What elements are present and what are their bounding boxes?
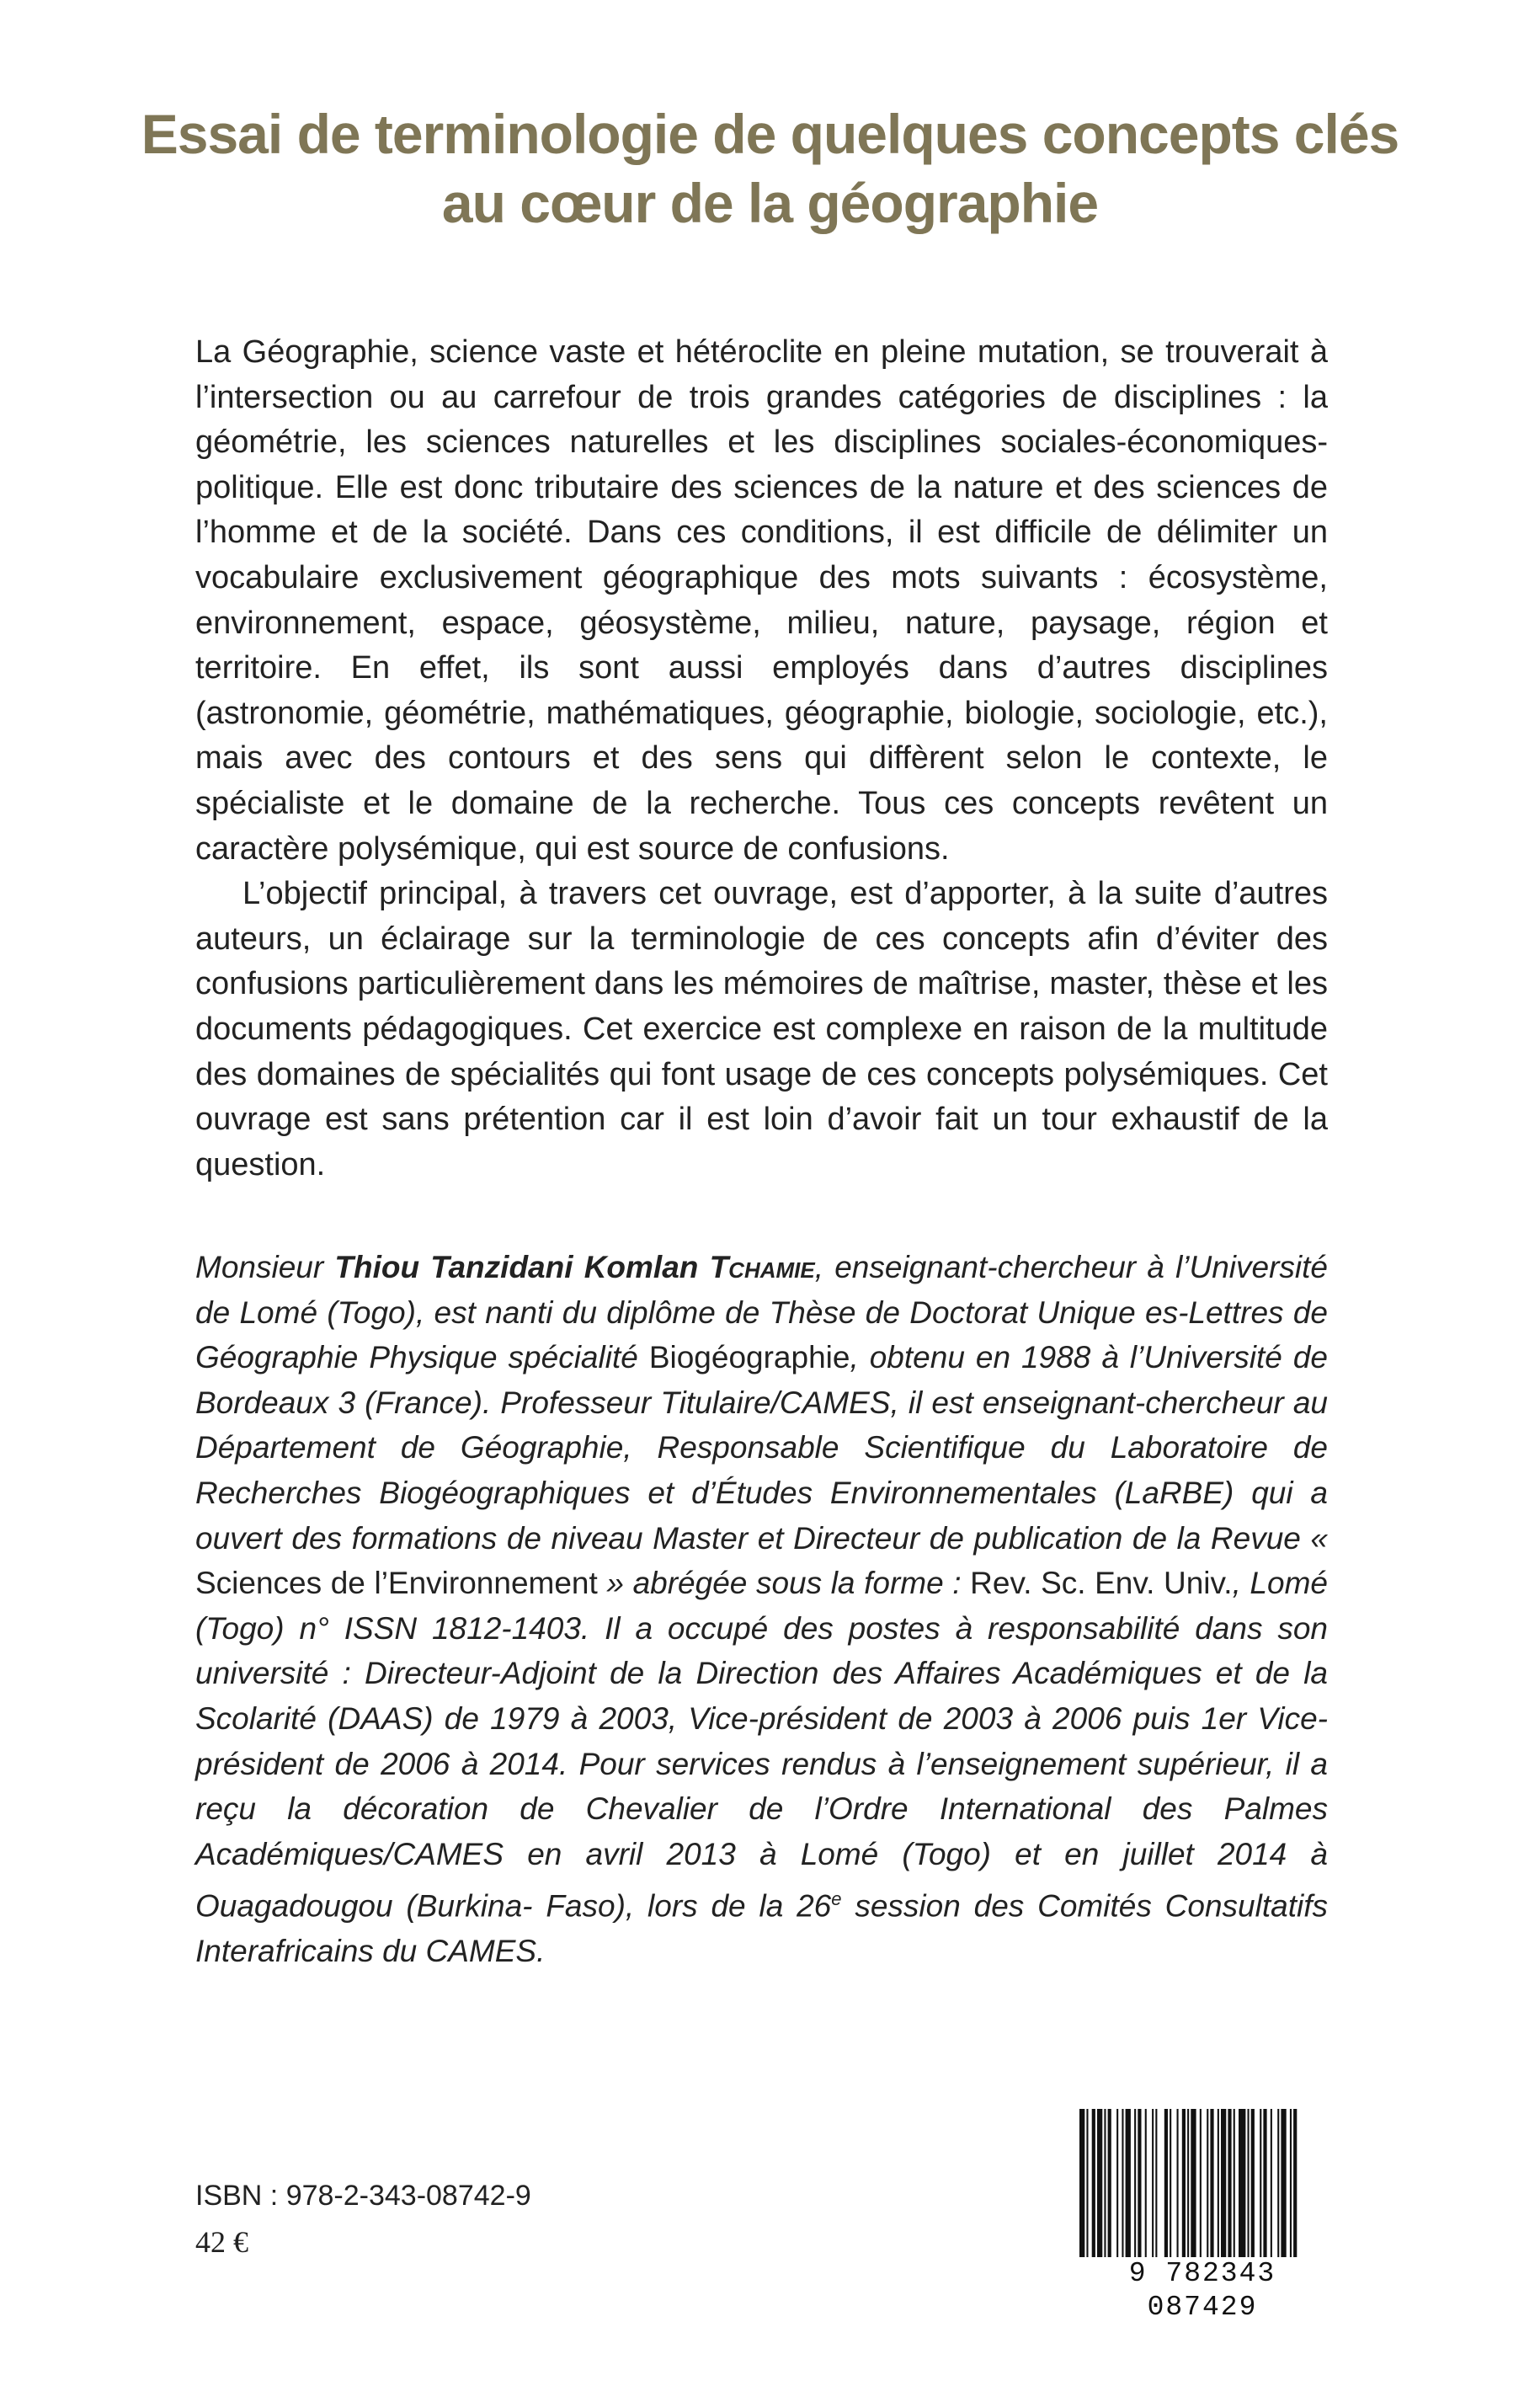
barcode-bar: [1152, 2109, 1154, 2257]
barcode-bar: [1092, 2109, 1095, 2257]
barcode-bar: [1234, 2109, 1235, 2257]
barcode-bar: [1281, 2109, 1286, 2257]
bio-text-5: session des Comités Consultatifs Interafricains du CAMES.: [195, 1888, 1328, 1969]
bio-text-3: » abrégée sous la forme :: [597, 1566, 971, 1601]
barcode-bar: [1182, 2109, 1186, 2257]
bio-text-4: , Lomé (Togo) n° ISSN 1812-1403. Il a occupé des postes à responsabilité dans son université : Directeur-Adjoint de la Direction des Affaires Académiques et de la Scolarité (DAAS) de 1979 à 2003, Vice-président de 2003 à 2006 puis 1er Vice-président de 2006 à 2014. Pour services rendus à l’enseignement supérieur, il a reçu la décoration de Chevalier de l’Ordre International des Palmes Académiques/CAMES en avril 2013 à Lomé (Togo) et en juillet 2014 à Ouagadougou (Burkina- Faso), lors de la 26: [195, 1566, 1328, 1924]
book-title: [126, 99, 1414, 238]
barcode-bar: [1293, 2109, 1297, 2257]
barcode-bar: [1251, 2109, 1255, 2257]
barcode-bar: [1134, 2109, 1136, 2257]
author-name: Thiou Tanzidani Komlan: [334, 1250, 710, 1284]
bio-text-1: , enseignant-chercheur à l’Université de Lomé (Togo), est nanti du diplôme de Thèse de Doctorat Unique es-Lettres de Géographie Physique spécialité: [195, 1250, 1329, 1375]
barcode-bars-icon: [1068, 2107, 1337, 2259]
barcode-bar: [1145, 2109, 1147, 2257]
barcode-bar: [1248, 2109, 1250, 2257]
barcode-bar: [1104, 2109, 1106, 2257]
barcode-bar: [1122, 2109, 1123, 2257]
barcode-bar: [1221, 2109, 1226, 2257]
bio-intro: Monsieur: [195, 1250, 335, 1284]
barcode-bar: [1228, 2109, 1231, 2257]
barcode-bar: [1164, 2109, 1168, 2257]
barcode-bar: [1187, 2109, 1189, 2257]
book-summary: [195, 330, 1328, 1188]
barcode-number: 9 782343 087429: [1068, 2257, 1337, 2325]
barcode-bar: [1170, 2109, 1171, 2257]
book-title-line-2: au cœur de la géographie: [441, 172, 1099, 234]
barcode-bar: [1210, 2109, 1213, 2257]
bio-text-2: , obtenu en 1988 à l’Université de Bordeaux 3 (France). Professeur Titulaire/CAMES, il est enseignant-chercheur au Département de Géographie, Responsable Scientifique du Laboratoire de Recherches Biogéographiques et d’Études Environnementales (LaRBE) qui a ouvert des formations de niveau Master et Directeur de publication de la Revue «: [195, 1340, 1328, 1556]
barcode-bar: [1097, 2109, 1102, 2257]
barcode: [1068, 2107, 1337, 2323]
barcode-bar: [1086, 2109, 1088, 2257]
bio-superscript: e: [831, 1888, 842, 1910]
barcode-bar: [1239, 2109, 1245, 2257]
barcode-bar: [1138, 2109, 1141, 2257]
barcode-bar: [1200, 2109, 1202, 2257]
barcode-bar: [1207, 2109, 1208, 2257]
barcode-bar: [1218, 2109, 1219, 2257]
book-title-line-1: Essai de terminologie de quelques concepts clés: [141, 103, 1399, 165]
barcode-bar: [1271, 2109, 1272, 2257]
barcode-bar: [1277, 2109, 1279, 2257]
barcode-bar: [1191, 2109, 1196, 2257]
price-label: 42 €: [195, 2225, 248, 2259]
barcode-bar: [1108, 2109, 1111, 2257]
barcode-bar: [1177, 2109, 1179, 2257]
barcode-bar: [1263, 2109, 1266, 2257]
bio-specialty: Biogéographie: [648, 1340, 850, 1375]
barcode-bar: [1116, 2109, 1118, 2257]
barcode-bar: [1126, 2109, 1131, 2257]
barcode-bar: [1079, 2109, 1084, 2257]
barcode-bar: [1260, 2109, 1261, 2257]
bio-journal: Sciences de l’Environnement: [195, 1566, 598, 1601]
author-surname-initial: T: [709, 1250, 729, 1284]
bio-journal-abbr: Rev. Sc. Env. Univ.: [970, 1566, 1233, 1601]
summary-paragraph-1: La Géographie, science vaste et hétéroclite en pleine mutation, se trouverait à l’intersection ou au carrefour de trois grandes catégories de disciplines : la géométrie, les sciences naturelles et les disciplines sociales-économiques-politique. Elle est donc tributaire des sciences de la nature et des sciences de l’homme et de la société. Dans ces conditions, il est difficile de délimiter un vocabulaire exclusivement géographique des mots suivants : écosystème, environnement, espace, géosystème, milieu, nature, paysage, région et territoire. En effet, ils sont aussi employés dans d’autres disciplines (astronomie, géométrie, mathématiques, géographie, biologie, sociologie, etc.), mais avec des contours et des sens qui diffèrent selon le contexte, le spécialiste et le domaine de la recherche. Tous ces concepts revêtent un caractère polysémique, qui est source de confusions.: [195, 334, 1328, 867]
barcode-bar: [1290, 2109, 1292, 2257]
author-biography: [195, 1245, 1328, 1974]
barcode-bar: [1155, 2109, 1157, 2257]
summary-paragraph-2: L’objectif principal, à travers cet ouvrage, est d’apporter, à la suite d’autres auteurs, un éclairage sur la terminologie de ces concepts afin d’éviter des confusions particulièrement dans les mémoires de maîtrise, master, thèse et les documents pédagogiques. Cet exercice est complexe en raison de la multitude des domaines de spécialités qui font usage de ces concepts polysémiques. Cet ouvrage est sans prétention car il est loin d’avoir fait un tour exhaustif de la question.: [195, 876, 1328, 1182]
author-surname: chamie: [728, 1250, 815, 1284]
isbn-label: ISBN : 978-2-343-08742-9: [195, 2180, 531, 2212]
